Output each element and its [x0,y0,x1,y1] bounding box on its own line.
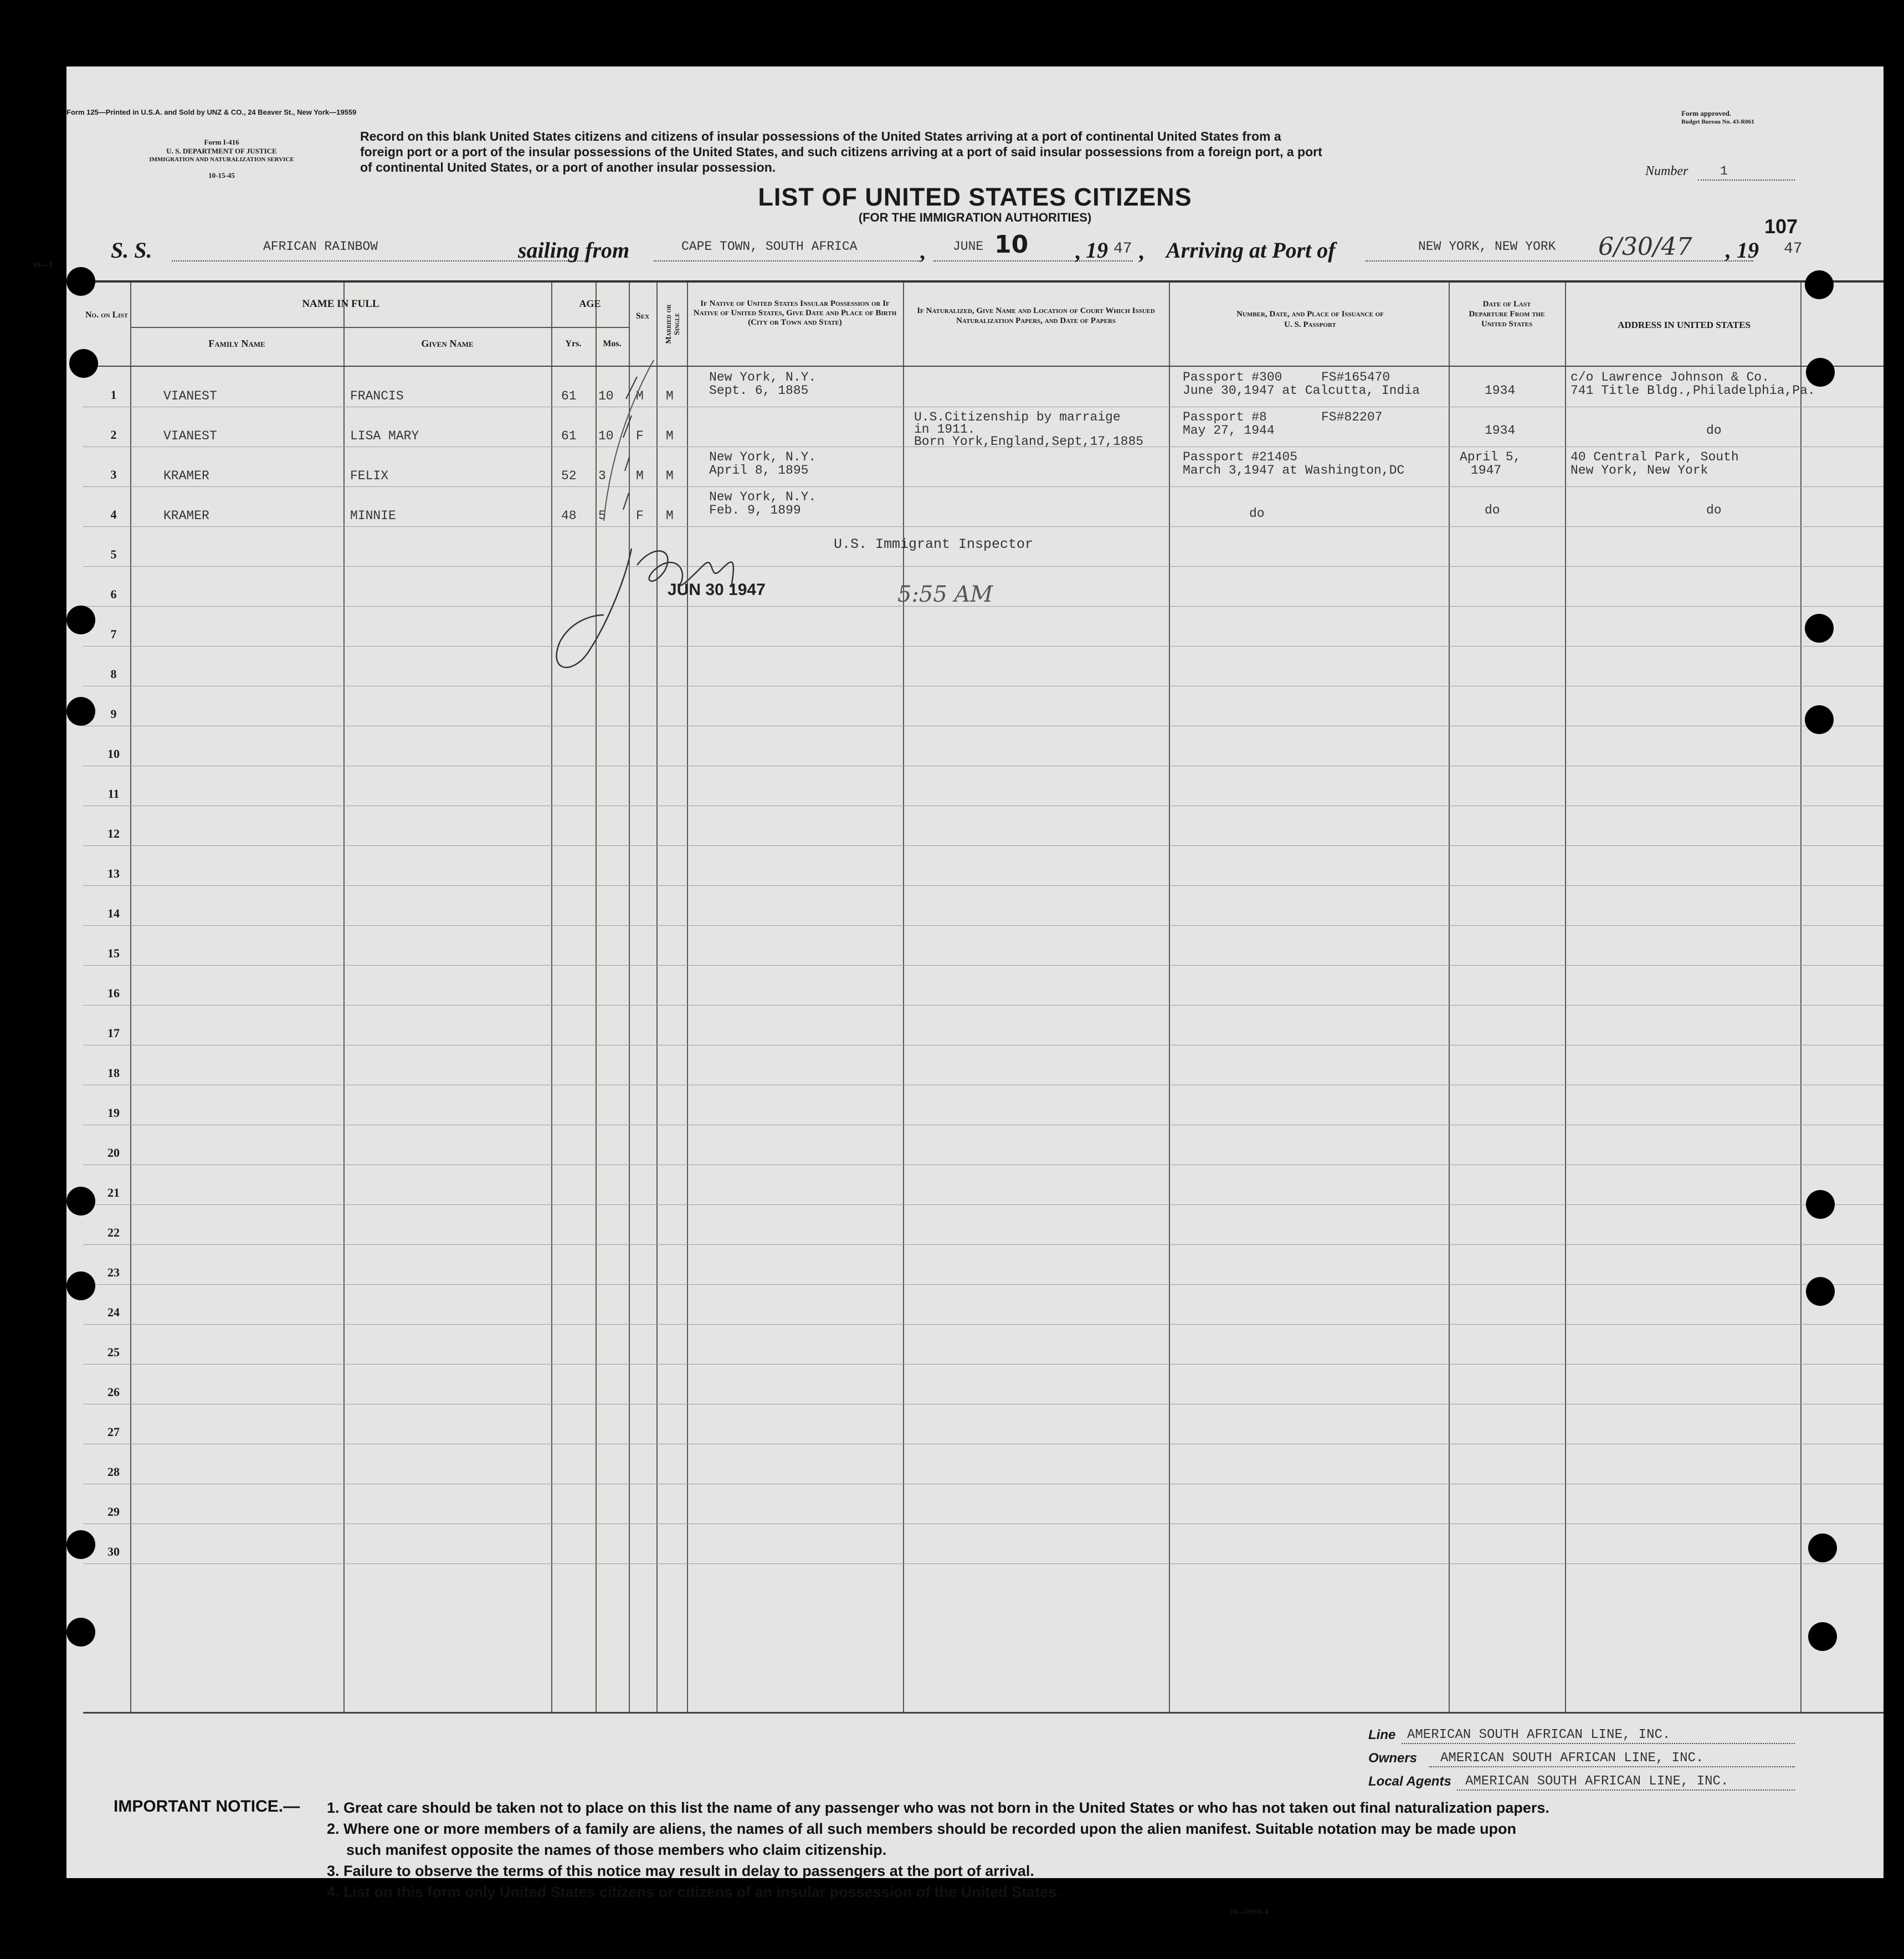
header-family-name: Family Name [208,338,265,349]
punch-hole [1806,358,1835,387]
footer-code: 16—19950-4 [1230,1907,1269,1916]
form-date: 10-15-45 [208,171,235,180]
marital-status: M [666,509,674,523]
row-number: 12 [107,827,120,840]
inspection-stamp-date: JUN 30 1947 [668,581,766,599]
punch-hole [1806,1277,1835,1306]
row-number: 25 [107,1345,120,1359]
col-line-family [343,283,345,1712]
ship-name: AFRICAN RAINBOW [263,239,378,254]
age-months: 10 [598,429,614,443]
row-line [83,1324,1884,1325]
row-number: 10 [107,747,120,761]
last-departure: 1934 [1485,383,1516,398]
row-number: 22 [107,1225,120,1239]
form-subtitle: (FOR THE IMMIGRATION AUTHORITIES) [858,211,1092,224]
row-line [83,646,1884,647]
agents-value: AMERICAN SOUTH AFRICAN LINE, INC. [1465,1774,1729,1789]
col-line-given [551,283,552,1712]
header-passport: Number, Date, and Place of Issuance of U. S. Passport [1236,310,1384,329]
arrival-dots [1366,260,1753,261]
passport-number: Passport #300 [1183,370,1282,384]
given-name: FRANCIS [350,389,404,403]
last-departure: April 5, [1460,450,1521,464]
passport-number: do [1249,506,1265,521]
birth-place: New York, N.Y. [709,490,817,504]
col-line-address [1800,283,1802,1712]
passport-issue: June 30,1947 at Calcutta, India [1183,383,1420,398]
row-line [83,1005,1884,1006]
row-line [83,845,1884,846]
row-number: 17 [107,1026,120,1040]
corner-mark: 16—1 [33,261,53,269]
from-dots [654,260,920,261]
page-stamp: 107 [1764,215,1798,238]
sex: F [636,509,644,523]
row-number: 13 [107,866,120,880]
marital-status: M [666,469,674,483]
last-departure-year: 1947 [1471,463,1502,478]
line-label: Line [1368,1727,1396,1742]
row-number: 1 [110,388,117,402]
punch-hole [66,267,95,296]
naturalization-line-3: Born York,England,Sept,17,1885 [914,434,1144,449]
row-number: 19 [107,1106,120,1120]
service: IMMIGRATION AND NATURALIZATION SERVICE [149,156,294,163]
row-line [83,925,1884,926]
marital-status: M [666,429,674,443]
birth-date: April 8, 1895 [709,463,809,478]
address-line-1: do [1706,503,1722,517]
passport-issue: March 3,1947 at Washington,DC [1183,463,1405,478]
sex: M [636,469,644,483]
punch-hole [1805,614,1834,643]
row-number: 29 [107,1505,120,1519]
form-number: Form I-416 [204,138,239,146]
birth-date: Feb. 9, 1899 [709,503,801,517]
family-name: VIANEST [163,429,217,443]
col-line-naturalized [1169,283,1170,1712]
header-address: ADDRESS IN UNITED STATES [1618,320,1751,330]
header-mos: Mos. [603,339,622,348]
age-years: 61 [561,429,577,443]
arrival-date-handwritten: 6/30/47 [1598,233,1692,261]
arriving-label: Arriving at Port of [1166,238,1336,263]
ss-label: S. S. [111,238,152,263]
header-name-in-full: NAME IN FULL [302,298,379,310]
passport-number: Passport #8 [1183,410,1267,424]
form-title: LIST OF UNITED STATES CITIZENS [758,183,1192,211]
punch-hole [66,1271,95,1300]
address-line-2: New York, New York [1571,463,1708,478]
family-name: KRAMER [163,509,209,523]
marital-status: M [666,389,674,403]
header-yrs: Yrs. [565,339,582,348]
notice-item-3: 3. Failure to observe the terms of this notice may result in delay to passengers at the port of arrival. [327,1863,1034,1879]
sail-month: JUNE [953,239,984,254]
from-port: CAPE TOWN, SOUTH AFRICA [681,239,858,254]
punch-hole [66,606,95,634]
given-name: FELIX [350,469,389,483]
inspection-time: 5:55 AM [897,582,993,607]
row-line [83,1244,1884,1245]
punch-hole [1805,705,1834,734]
row-number: 18 [107,1066,120,1080]
header-bottom-rule [83,366,1884,367]
sail-day: 10 [994,230,1029,259]
row-number: 30 [107,1545,120,1558]
row-number: 26 [107,1385,120,1399]
header-age: AGE [579,298,601,309]
naturalization-line-2: in 1911. [914,422,976,437]
address-line-1: 40 Central Park, South [1571,450,1739,464]
age-months: 3 [598,469,606,483]
family-name: KRAMER [163,469,209,483]
age-months: 10 [598,389,614,403]
number-label: Number [1645,164,1689,178]
row-number: 23 [107,1265,120,1279]
arrival-year: 47 [1784,240,1803,258]
row-number: 11 [107,787,120,801]
row-line [83,885,1884,886]
row-number: 28 [107,1465,120,1479]
row-number: 4 [110,507,117,521]
sail-year: 47 [1113,240,1132,258]
table-top-rule [83,280,1884,283]
department: U. S. DEPARTMENT OF JUSTICE [166,147,277,155]
age-months: 5 [598,509,606,523]
manifest-sheet: Form 125—Printed in U.S.A. and Sold by UNZ & CO., 24 Beaver St., New York—19559 Form I-416 U. S. DEPARTMENT OF JUSTICE IMMIGRATION AND NATURALIZATION SERVICE 10-15-45 Form approved. Budget Bureau No. 43-R061 Record on this blank United States citizens and citizens of insular possessions of the United States arriving at a port of continental United States from a foreign port or a port of the insular possessions of the United States, and such citizens arriving at a port of said insular possessions from a foreign port, a port of continental United States, or a port of another insular possession. Number 1 LIST OF UNITED STATES CITIZENS (FOR THE IMMIGRATION AUTHORITIES) S. S. AFRICAN RAINBOW sailing from CAPE TOWN, SOUTH AFRICA , JUNE 10 , 19 47 , Arriving at Port of NEW YORK, NEW YORK 6/30/47 , 19 47 107 16—1 No. on List NAME IN FULL Family Name Given Name AGE Yrs. Mos. Sex Married or Single If Native of United States Insular Possession or If Native of United States, Give Date and Place of Birth (City or Town and State) If Naturalized, Give Name and Location of Court Which Issued Naturalization Papers, and Date of Papers Number, Date, and Place of Issuance of U. S. Passport Date of Last Departure From the United States ADDRESS IN UNITED STATES 1 2 3 4 5 6 7 8 9 10 11 12 13 14 15 16 17 18 19 20 21 22 23 24 25 26 27 28 29 30 VIANEST FRANCIS 61 10 M M New York, N.Y. Sept. 6, 1885 Passport #300 FS#165470 June 30,1947 at Calcutta, India 1934 c/o Lawrence Johnson & Co. 741 Title Bldg.,Philadelphia,Pa. VIANEST LISA MARY 61 10 F M U.S.Citizenship by marraige in 1911. Born York,England,Sept,17,1885 Passport #8 FS#82207 May 27, 1944 1934 do KRAMER FELIX 52 3 M M New York, N.Y. April 8, 1895 Passport #21405 March 3,1947 at Washington,DC April 5, 1947 40 Central Park, South New York, New York KRAMER MINNIE 48 5 F M New York, N.Y. Feb. 9, 1899 do do do U.S. Immigrant Inspector JUN 30 1947 5:55 AM Line AMERICAN SOUTH AFRICAN LINE, INC. Owners AMERICAN SOUTH AFRICAN LINE, INC. Local Agents AMERICAN SOUTH AFRICAN LINE, INC. IMPORTANT NOTICE.— 1. Great care should be taken not to place on this list the name of any passenger who was not born in the United States or who has not taken out final naturalization papers. 2. Where one or more members of a family are aliens, the names of all such members should be recorded upon the alien manifest. Suitable notation may be made upon such manifest opposite the names of those members who claim citizenship. 3. Failure to observe the terms of this notice may result in delay to passengers at the port of arrival. 4. List on this form only United States citizens or citizens of an insular possession of the United States. 16—19950-4 [66,66,1884,1878]
passport-number: Passport #21405 [1183,450,1298,464]
row-line [83,1563,1884,1564]
notice-item-1: 1. Great care should be taken not to place on this list the name of any passenger who was not born in the United States or who has not taken out final naturalization papers. [327,1799,1549,1816]
row-number: 8 [110,667,117,681]
row-number: 5 [110,547,117,561]
punch-hole [1805,270,1834,299]
printer-line: Form 125—Printed in U.S.A. and Sold by UNZ & CO., 24 Beaver St., New York—19559 [66,108,357,116]
row-line [83,566,1884,567]
sex: F [636,429,644,443]
number-value: 1 [1720,164,1728,178]
number-dots [1698,180,1795,181]
row-number: 2 [110,428,117,442]
col-line-departure [1565,283,1566,1712]
address-line-2: 741 Title Bldg.,Philadelphia,Pa. [1571,383,1815,398]
age-years: 52 [561,469,577,483]
inspector-signature [543,532,776,698]
header-departure: Date of Last Departure From the United States [1469,300,1545,329]
notice-item-4: 4. List on this form only United States citizens or citizens of an insular possession of the United States. [327,1884,1061,1900]
instructions: Record on this blank United States citizens and citizens of insular possessions of the United States arriving at a port of continental United States from a foreign port or a port of the insular possessions of the United States, and such citizens arriving at a port of said insular possessions from a foreign port, a port of continental United States, or a port of another insular possession. [360,129,1322,175]
row-number: 9 [110,707,117,721]
row-line [83,486,1884,487]
row-number: 16 [107,986,120,1000]
given-name: MINNIE [350,509,396,523]
table-bottom-rule [83,1712,1884,1714]
budget-bureau: Budget Bureau No. 43-R061 [1681,119,1754,125]
notice-item-2a: 2. Where one or more members of a family are aliens, the names of all such members should be recorded upon the alien manifest. Suitable notation may be made upon [327,1820,1517,1837]
row-number: 21 [107,1186,120,1199]
col-line-native [903,283,904,1712]
notice-item-2b: such manifest opposite the names of those members who claim citizenship. [346,1842,887,1858]
row-line [83,1284,1884,1285]
sex: M [636,389,644,403]
row-number: 6 [110,587,117,601]
header-sex: Sex [635,311,650,321]
row-line [83,1204,1884,1205]
passport-issue: May 27, 1944 [1183,423,1275,438]
birth-date: Sept. 6, 1885 [709,383,809,398]
address-line-1: do [1706,423,1722,438]
col-line-no [130,283,131,1712]
age-years: 48 [561,509,577,523]
row-number: 14 [107,906,120,920]
header-no-on-list: No. on List [85,310,129,320]
row-number: 24 [107,1305,120,1319]
punch-hole [66,1618,95,1647]
last-departure: 1934 [1485,423,1516,438]
row-line [83,526,1884,527]
row-number: 7 [110,627,117,641]
age-years: 61 [561,389,577,403]
col-line-marital [687,283,688,1712]
inspector-title: U.S. Immigrant Inspector [834,536,1034,552]
birth-place: New York, N.Y. [709,450,817,464]
header-native: If Native of United States Insular Possession or If Native of United States, Give Date and Place of Birth (City or Town and State) [693,299,897,327]
agents-label: Local Agents [1368,1774,1451,1789]
family-name: VIANEST [163,389,217,403]
row-number: 20 [107,1146,120,1160]
punch-hole [69,349,98,378]
punch-hole [1806,1190,1835,1219]
address-line-1: c/o Lawrence Johnson & Co. [1571,370,1769,384]
row-number: 3 [110,468,117,481]
check-marks [593,355,659,543]
owners-value: AMERICAN SOUTH AFRICAN LINE, INC. [1440,1751,1704,1766]
last-departure: do [1485,503,1500,517]
birth-place: New York, N.Y. [709,370,817,384]
punch-hole [1808,1534,1837,1562]
row-number: 15 [107,946,120,960]
punch-hole [66,1187,95,1216]
sailing-label: sailing from [518,238,630,263]
row-line [83,965,1884,966]
punch-hole [1808,1622,1837,1651]
passport-fs-number: FS#82207 [1321,410,1383,424]
header-naturalized: If Naturalized, Give Name and Location of Court Which Issued Naturalization Papers, and Date of Papers [917,306,1155,325]
arrival-port: NEW YORK, NEW YORK [1418,239,1556,254]
punch-hole [66,697,95,726]
header-given-name: Given Name [421,338,474,349]
form-approved: Form approved. [1681,109,1732,117]
passport-fs-number: FS#165470 [1321,370,1390,384]
header-married-single: Married or Single [665,304,681,344]
line-value: AMERICAN SOUTH AFRICAN LINE, INC. [1407,1727,1671,1742]
year-prefix: 19 [1086,238,1108,263]
col-line-passport [1449,283,1450,1712]
naturalization-line-1: U.S.Citizenship by marraige [914,410,1121,424]
owners-label: Owners [1368,1751,1418,1766]
given-name: LISA MARY [350,429,419,443]
row-line [83,1364,1884,1365]
punch-hole [66,1530,95,1559]
row-number: 27 [107,1425,120,1439]
notice-heading: IMPORTANT NOTICE.— [114,1797,300,1816]
